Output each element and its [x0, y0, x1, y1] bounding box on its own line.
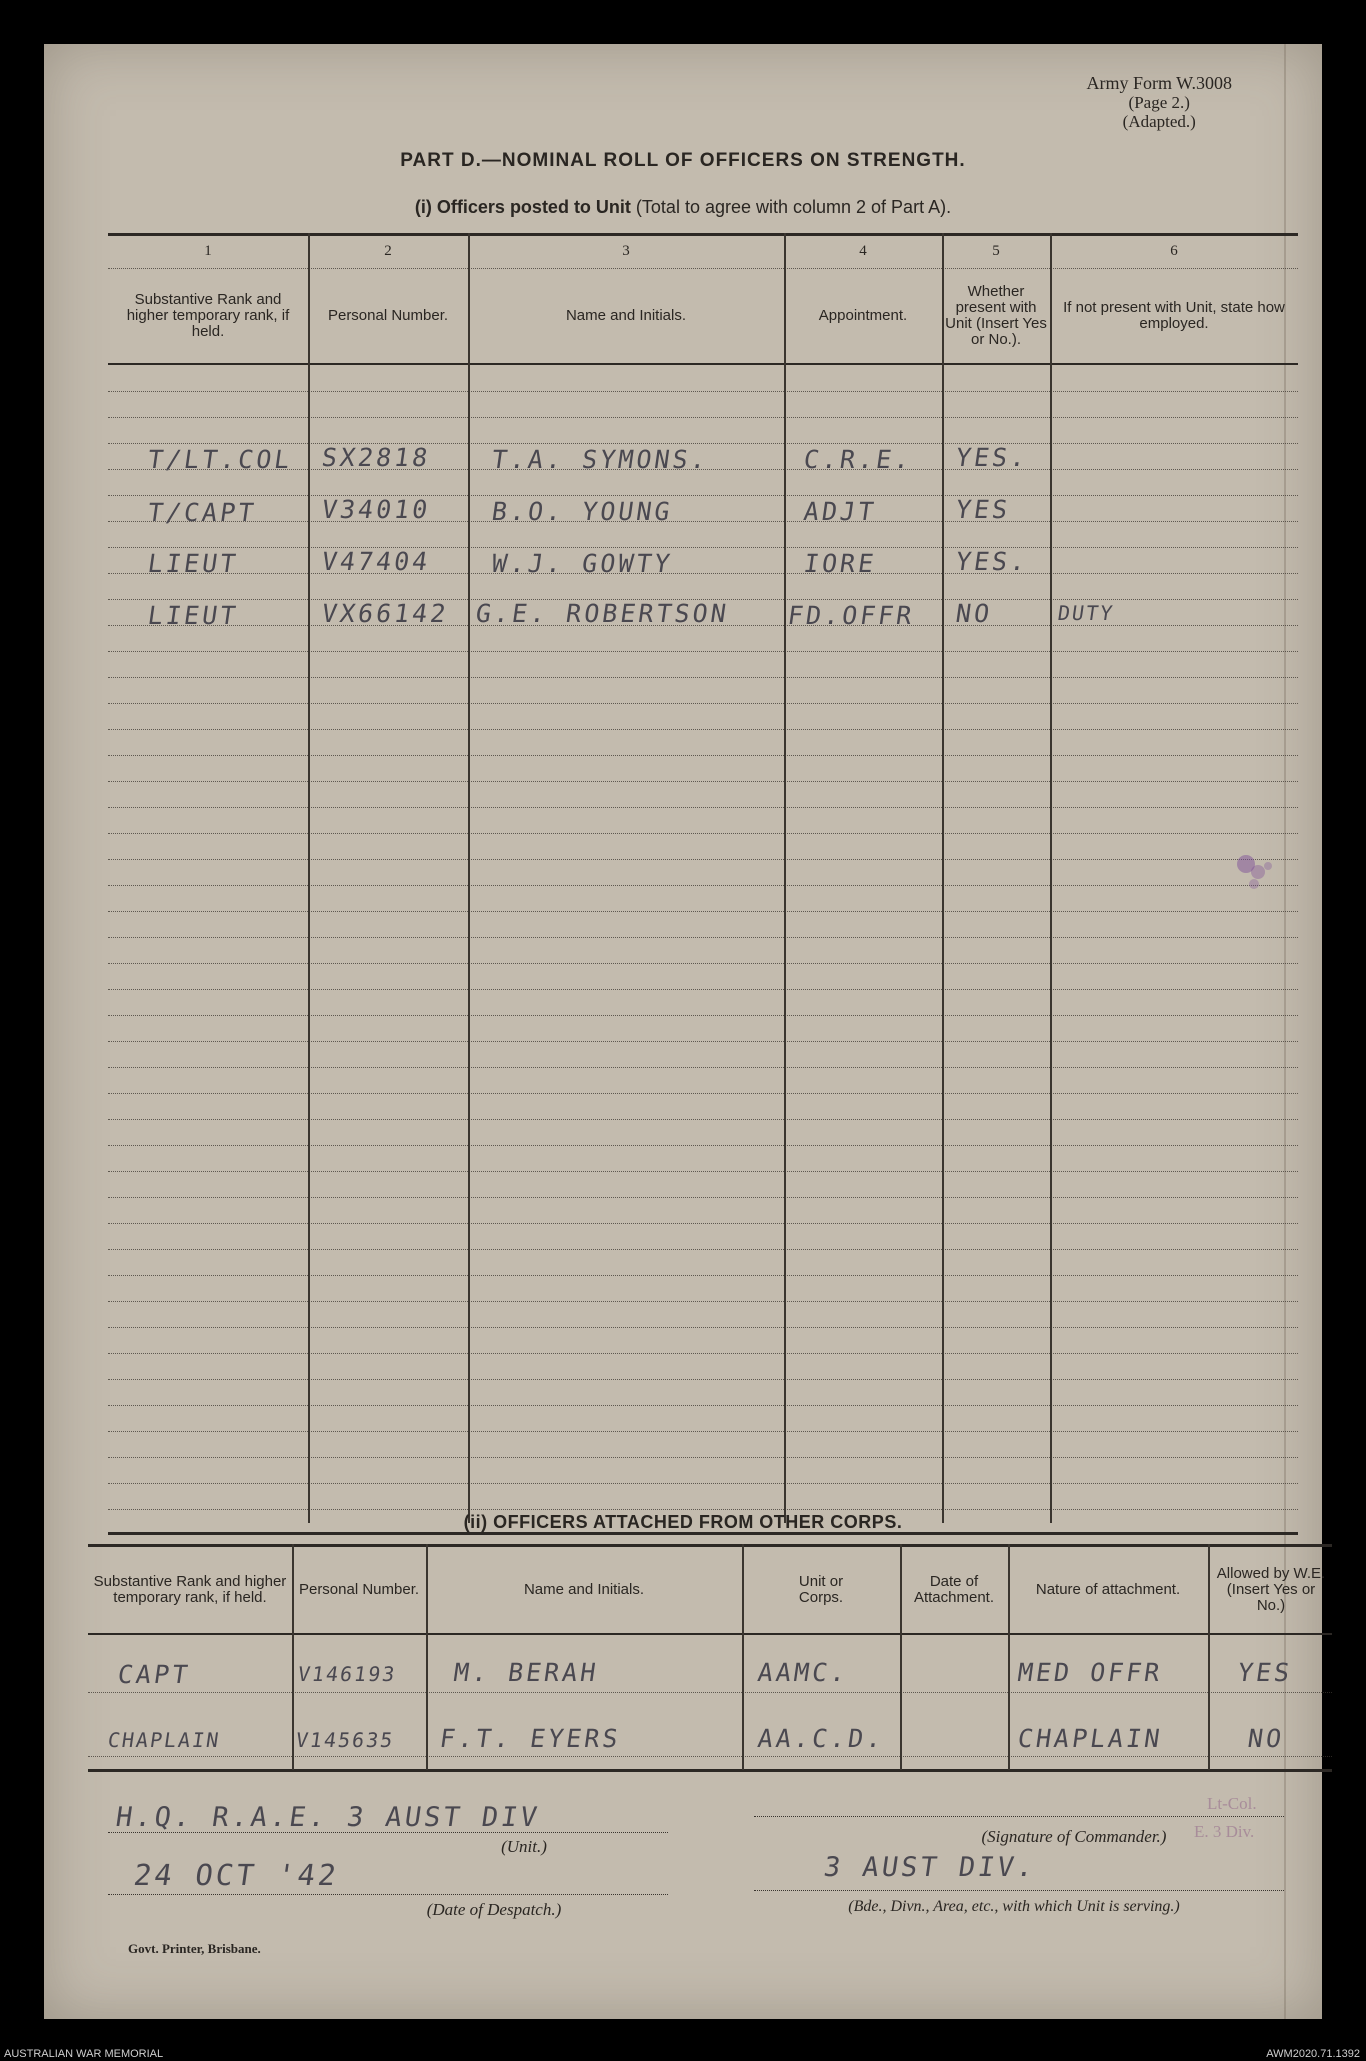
section1-heading-bold: (i) Officers posted to Unit: [414, 197, 631, 217]
row-rule: [108, 495, 1298, 496]
officers-posted-table: [108, 233, 1298, 1546]
bde-label: (Bde., Divn., Area, etc., with which Unit is serving.): [848, 1898, 1180, 1915]
col-header-name: Name and Initials.: [523, 1581, 645, 1598]
row-rule: [108, 937, 1298, 938]
col-header-personal-number: Personal Number.: [327, 307, 449, 324]
row-rule: [108, 729, 1298, 730]
row-rule: [108, 1457, 1298, 1458]
row-rule: [108, 781, 1298, 782]
row-rule: [108, 989, 1298, 990]
row-rule: [108, 547, 1298, 548]
cell-present: YES: [953, 495, 1013, 524]
officers-attached-table: [88, 1544, 1332, 1774]
col-header-rank: Substantive Rank and higher temporary rank, if held.: [93, 1573, 287, 1606]
unit-value: H.Q. R.A.E. 3 AUST DIV: [113, 1802, 542, 1833]
cell-appointment: IORE: [801, 549, 879, 578]
cell-rank: CAPT: [115, 1660, 193, 1689]
row-rule: [108, 703, 1298, 704]
row-rule: [108, 755, 1298, 756]
date-label: (Date of Despatch.): [426, 1900, 562, 1919]
column-divider: [1208, 1544, 1210, 1770]
header-bottom-rule: [88, 1633, 1332, 1635]
col-number-6: 6: [1170, 243, 1178, 259]
signature-line: [754, 1816, 1284, 1817]
col-header-appointment: Appointment.: [818, 307, 908, 324]
row-rule: [108, 963, 1298, 964]
cell-employment: DUTY: [1056, 601, 1116, 625]
header-bottom-rule: [108, 363, 1298, 365]
row-rule: [108, 1171, 1298, 1172]
cell-present: YES.: [953, 547, 1031, 576]
document-sheet: [44, 44, 1326, 2019]
page-title: PART D.—NOMINAL ROLL OF OFFICERS ON STRENGTH.: [400, 150, 966, 171]
column-divider: [292, 1544, 294, 1770]
column-divider: [426, 1544, 428, 1770]
row-rule: [108, 1509, 1298, 1510]
row-rule: [108, 443, 1298, 444]
column-divider: [784, 233, 786, 1523]
cell-allowed: YES: [1235, 1658, 1295, 1687]
row-rule: [108, 859, 1298, 860]
date-value: 24 OCT '42: [131, 1858, 341, 1892]
row-rule: [108, 1223, 1298, 1224]
cell-present: NO: [953, 599, 995, 628]
cell-personal-number: V146193: [296, 1662, 398, 1686]
row-rule: [108, 417, 1298, 418]
signature-label: (Signature of Commander.): [981, 1827, 1167, 1846]
row-rule: [108, 885, 1298, 886]
col-header-present: Whether present with Unit (Insert Yes or No.).: [945, 283, 1047, 348]
col-number-5: 5: [992, 243, 1000, 259]
col-number-2: 2: [384, 243, 392, 259]
printer-imprint: Govt. Printer, Brisbane.: [128, 1941, 261, 1956]
cell-allowed: NO: [1245, 1724, 1287, 1753]
row-rule: [108, 1327, 1298, 1328]
row-rule: [108, 573, 1298, 574]
col-header-personal-number: Personal Number.: [298, 1581, 420, 1598]
form-number: Army Form W.3008: [1086, 73, 1232, 93]
cell-personal-number: VX66142: [319, 599, 451, 628]
table-top-rule: [108, 233, 1298, 236]
row-rule: [108, 1249, 1298, 1250]
cell-rank: LIEUT: [145, 549, 241, 578]
row-rule: [108, 1197, 1298, 1198]
section2-heading: (ii) OFFICERS ATTACHED FROM OTHER CORPS.: [463, 1512, 903, 1532]
cell-personal-number: V47404: [319, 547, 433, 576]
row-rule: [108, 1093, 1298, 1094]
cell-present: YES.: [953, 443, 1031, 472]
form-adapted: (Adapted.): [1122, 112, 1196, 131]
cell-name: W.J. GOWTY: [489, 549, 675, 578]
row-rule: [108, 521, 1298, 522]
section1-heading-rest: (Total to agree with column 2 of Part A).: [630, 197, 952, 217]
unit-line: [108, 1832, 668, 1833]
row-rule: [108, 1145, 1298, 1146]
form-page: (Page 2.): [1128, 93, 1190, 112]
row-rule: [108, 911, 1298, 912]
column-divider: [742, 1544, 744, 1770]
row-rule: [88, 1756, 1332, 1757]
stamp-text-1: Lt-Col.: [1207, 1794, 1257, 1813]
col-header-rank: Substantive Rank and higher temporary rank, if held.: [126, 291, 290, 340]
cell-personal-number: V145635: [294, 1728, 396, 1752]
column-number-divider: [108, 268, 1298, 269]
cell-name: G.E. ROBERTSON: [473, 599, 731, 628]
col-header-allowed: Allowed by W.E. (Insert Yes or No.): [1216, 1565, 1326, 1614]
cell-rank: LIEUT: [145, 601, 241, 630]
cell-rank: T/LT.COL: [145, 445, 295, 474]
cell-personal-number: V34010: [319, 495, 433, 524]
table-bottom-rule: [88, 1769, 1332, 1772]
cell-nature: CHAPLAIN: [1015, 1724, 1165, 1753]
row-rule: [108, 807, 1298, 808]
cell-personal-number: SX2818: [319, 443, 433, 472]
cell-name: T.A. SYMONS.: [489, 445, 711, 474]
row-rule: [108, 1431, 1298, 1432]
table-top-rule: [88, 1544, 1332, 1547]
row-rule: [108, 1067, 1298, 1068]
row-rule: [88, 1692, 1332, 1693]
row-rule: [108, 651, 1298, 652]
row-rule: [108, 1483, 1298, 1484]
col-header-employment: If not present with Unit, state how employed.: [1063, 299, 1285, 332]
cell-appointment: C.R.E.: [801, 445, 915, 474]
section1-heading: [44, 197, 1322, 218]
row-rule: [108, 391, 1298, 392]
cell-rank: CHAPLAIN: [106, 1728, 223, 1752]
row-rule: [108, 1015, 1298, 1016]
row-rule: [108, 1379, 1298, 1380]
bde-value: 3 AUST DIV.: [821, 1852, 1038, 1883]
cell-name: B.O. YOUNG: [489, 497, 675, 526]
column-divider: [942, 233, 944, 1523]
column-divider: [468, 233, 470, 1523]
cell-appointment: FD.OFFR: [785, 601, 917, 630]
row-rule: [108, 1353, 1298, 1354]
col-number-1: 1: [204, 243, 212, 259]
column-divider: [308, 233, 310, 1523]
col-number-4: 4: [859, 243, 867, 259]
column-divider: [1050, 233, 1052, 1523]
bde-line: [754, 1890, 1284, 1891]
col-header-date-attachment: Date of Attachment.: [913, 1573, 995, 1606]
row-rule: [108, 833, 1298, 834]
row-rule: [108, 1405, 1298, 1406]
unit-label: (Unit.): [501, 1837, 547, 1856]
cell-unit-corps: AAMC.: [755, 1658, 851, 1687]
form-identifier: [1086, 74, 1232, 131]
cell-unit-corps: AA.C.D.: [755, 1724, 887, 1753]
cell-name: F.T. EYERS: [437, 1724, 623, 1753]
cell-name: M. BERAH: [451, 1658, 601, 1687]
row-rule: [108, 1041, 1298, 1042]
archive-label-right: AWM2020.71.1392: [1266, 2048, 1360, 2060]
ink-stain-mark: [1224, 844, 1284, 904]
col-header-name: Name and Initials.: [565, 307, 687, 324]
date-line: [108, 1894, 668, 1895]
cell-rank: T/CAPT: [145, 498, 259, 527]
archive-label-left: AUSTRALIAN WAR MEMORIAL: [4, 2048, 164, 2060]
cell-appointment: ADJT: [801, 497, 879, 526]
row-rule: [108, 677, 1298, 678]
row-rule: [108, 1119, 1298, 1120]
col-number-3: 3: [622, 243, 630, 259]
col-header-nature: Nature of attachment.: [1035, 1581, 1181, 1598]
stamp-text-2: E. 3 Div.: [1194, 1822, 1255, 1841]
col-header-unit-corps: Unit or Corps.: [798, 1573, 844, 1606]
row-rule: [108, 1275, 1298, 1276]
row-rule: [108, 1301, 1298, 1302]
column-divider: [1008, 1544, 1010, 1770]
cell-nature: MED OFFR: [1015, 1658, 1165, 1687]
